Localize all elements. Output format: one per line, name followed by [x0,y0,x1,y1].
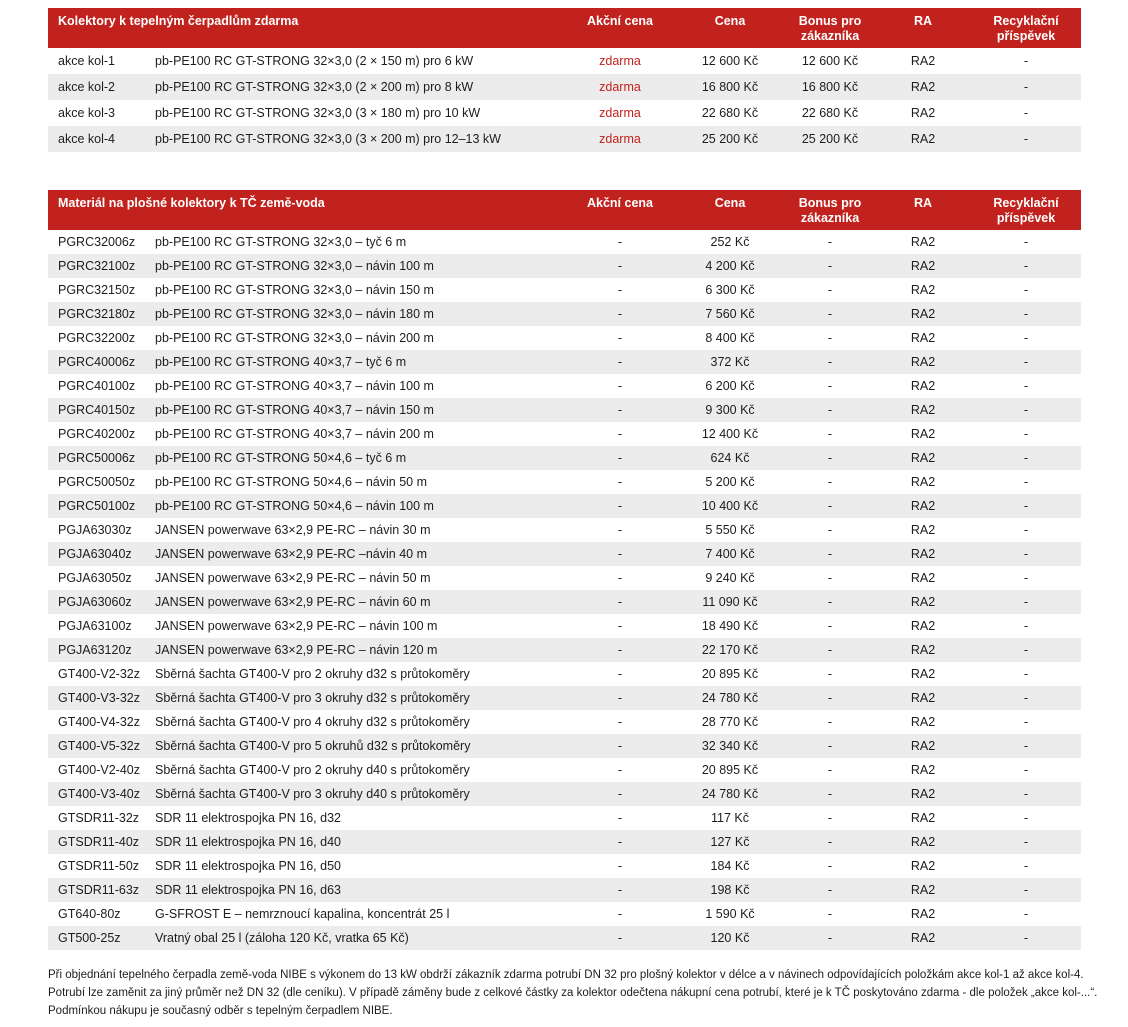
recyklace-value: - [1023,379,1029,393]
product-description: Sběrná šachta GT400-V pro 3 okruhy d32 s průtokoměry [155,691,470,705]
bonus-value: - [827,787,833,801]
table-title: Materiál na plošné kolektory k TČ země-voda [58,196,325,210]
bonus-value: - [827,619,833,633]
cena-value: 11 090 Kč [702,595,758,609]
table-row [48,302,1081,326]
table-row [48,590,1081,614]
recyklace-value: - [1023,835,1029,849]
bonus-value: - [827,835,833,849]
recyklace-value: - [1023,403,1029,417]
table-row [48,350,1081,374]
akcni-cena-value: - [617,355,623,369]
product-description: pb-PE100 RC GT-STRONG 32×3,0 – návin 150 m [155,283,434,297]
bonus-value: - [827,931,833,945]
cena-value: 12 400 Kč [701,427,759,441]
product-description: pb-PE100 RC GT-STRONG 32×3,0 (2 × 150 m) pro 6 kW [155,54,474,68]
ra-value: RA2 [910,619,936,633]
akcni-cena-value: - [617,931,623,945]
bonus-value: - [827,739,833,753]
table-row [48,446,1081,470]
table-row [48,374,1081,398]
table-row [48,470,1081,494]
table-row [48,854,1081,878]
ra-value: RA2 [910,451,936,465]
product-code: PGRC50100z [58,499,136,513]
product-code: akce kol-3 [58,106,115,120]
ra-value: RA2 [910,907,936,921]
akcni-cena-value: - [617,691,623,705]
table-row [48,542,1081,566]
product-code: GTSDR11-50z [58,859,140,873]
product-code: GT400-V2-32z [58,667,140,681]
cena-value: 624 Kč [710,451,750,465]
recyklace-value: - [1023,355,1029,369]
cena-value: 9 240 Kč [705,571,755,585]
product-code: akce kol-2 [58,80,115,94]
cena-value: 120 Kč [710,931,750,945]
product-code: PGRC32150z [58,283,136,297]
column-header-bonus: Bonus pro zákazníka [798,196,862,225]
bonus-value: - [827,475,833,489]
recyklace-value: - [1023,106,1029,120]
bonus-value: - [827,427,833,441]
bonus-value: - [827,595,833,609]
recyklace-value: - [1023,643,1029,657]
product-description: JANSEN powerwave 63×2,9 PE-RC – návin 30 m [155,523,431,537]
product-description: Sběrná šachta GT400-V pro 4 okruhy d32 s průtokoměry [155,715,470,729]
ra-value: RA2 [910,132,936,146]
table-header [48,190,1081,230]
column-header-cena: Cena [714,14,746,28]
table-row [48,74,1081,100]
bonus-value: - [827,331,833,345]
akcni-cena-value: zdarma [599,80,641,94]
product-code: GT400-V2-40z [58,763,140,777]
cena-value: 24 780 Kč [701,787,759,801]
cena-value: 22 170 Kč [701,643,759,657]
bonus-value: - [827,907,833,921]
ra-value: RA2 [910,931,936,945]
bonus-value: - [827,307,833,321]
product-code: akce kol-4 [58,132,115,146]
product-description: SDR 11 elektrospojka PN 16, d50 [155,859,341,873]
product-code: PGRC32100z [58,259,136,273]
product-code: GT400-V4-32z [58,715,140,729]
recyklace-value: - [1023,667,1029,681]
product-code: GT640-80z [58,907,121,921]
recyklace-value: - [1023,523,1029,537]
column-header-akcni-cena: Akční cena [586,196,653,210]
bonus-value: - [827,547,833,561]
table-row [48,566,1081,590]
cena-value: 20 895 Kč [701,763,759,777]
product-description: JANSEN powerwave 63×2,9 PE-RC – návin 60 m [155,595,431,609]
cena-value: 117 Kč [711,811,749,825]
recyklace-value: - [1023,691,1029,705]
product-description: pb-PE100 RC GT-STRONG 50×4,6 – návin 100 m [155,499,434,513]
bonus-value: - [827,259,833,273]
product-description: pb-PE100 RC GT-STRONG 32×3,0 – návin 200 m [155,331,434,345]
product-description: pb-PE100 RC GT-STRONG 32×3,0 – návin 180 m [155,307,434,321]
table-row [48,278,1081,302]
table-title: Kolektory k tepelným čerpadlům zdarma [58,14,299,28]
recyklace-value: - [1023,787,1029,801]
product-description: JANSEN powerwave 63×2,9 PE-RC –návin 40 m [155,547,428,561]
ra-value: RA2 [910,667,936,681]
recyklace-value: - [1023,451,1029,465]
ra-value: RA2 [910,643,936,657]
ra-value: RA2 [910,80,936,94]
ra-value: RA2 [910,595,936,609]
table-row [48,494,1081,518]
product-description: Sběrná šachta GT400-V pro 3 okruhy d40 s průtokoměry [155,787,470,801]
table-body [48,230,1081,950]
product-description: SDR 11 elektrospojka PN 16, d40 [155,835,341,849]
product-code: PGJA63120z [58,643,132,657]
recyklace-value: - [1023,739,1029,753]
cena-value: 127 Kč [710,835,750,849]
ra-value: RA2 [910,787,936,801]
cena-value: 7 560 Kč [705,307,755,321]
bonus-value: - [827,235,833,249]
product-description: pb-PE100 RC GT-STRONG 32×3,0 – tyč 6 m [155,235,407,249]
recyklace-value: - [1023,499,1029,513]
cena-value: 18 490 Kč [701,619,759,633]
ra-value: RA2 [910,523,936,537]
product-description: pb-PE100 RC GT-STRONG 32×3,0 (2 × 200 m) pro 8 kW [155,80,474,94]
bonus-value: - [827,403,833,417]
product-code: GTSDR11-40z [58,835,140,849]
table-row [48,830,1081,854]
product-description: JANSEN powerwave 63×2,9 PE-RC – návin 100 m [155,619,438,633]
footnote-line-1: Při objednání tepelného čerpadla země-voda NIBE s výkonem do 13 kW obdrží zákazník zdarma potrubí DN 32 pro plošný kolektor v délce a v návinech odpovídajících položkám akce kol-1 až akce kol-4. [48,969,1084,981]
ra-value: RA2 [910,763,936,777]
product-description: G-SFROST E – nemrznoucí kapalina, koncentrát 25 l [155,907,450,921]
table-row [48,878,1081,902]
ra-value: RA2 [910,355,936,369]
table-row [48,326,1081,350]
product-description: Sběrná šachta GT400-V pro 5 okruhů d32 s průtokoměry [155,739,471,753]
cena-value: 198 Kč [710,883,750,897]
product-description: pb-PE100 RC GT-STRONG 32×3,0 (3 × 200 m) pro 12–13 kW [155,132,501,146]
bonus-value: 16 800 Kč [801,80,859,94]
recyklace-value: - [1023,883,1029,897]
bonus-value: - [827,499,833,513]
recyklace-value: - [1023,80,1029,94]
table-row [48,782,1081,806]
product-description: SDR 11 elektrospojka PN 16, d63 [155,883,341,897]
bonus-value: - [827,523,833,537]
product-code: PGRC32200z [58,331,136,345]
ra-value: RA2 [910,859,936,873]
bonus-value: - [827,379,833,393]
column-header-recyklacni: Recyklační příspěvek [993,196,1059,225]
table-row [48,48,1081,74]
cena-value: 32 340 Kč [701,739,759,753]
product-code: PGJA63060z [58,595,132,609]
table-row [48,230,1081,254]
ra-value: RA2 [910,715,936,729]
recyklace-value: - [1023,307,1029,321]
product-description: Vratný obal 25 l (záloha 120 Kč, vratka 65 Kč) [155,931,409,945]
table-row [48,422,1081,446]
product-description: Sběrná šachta GT400-V pro 2 okruhy d32 s průtokoměry [155,667,470,681]
table-row [48,126,1081,152]
bonus-value: - [827,283,833,297]
table-row [48,100,1081,126]
cena-value: 25 200 Kč [701,132,759,146]
ra-value: RA2 [910,739,936,753]
product-code: GTSDR11-63z [58,883,140,897]
product-description: Sběrná šachta GT400-V pro 2 okruhy d40 s průtokoměry [155,763,470,777]
akcni-cena-value: - [617,787,623,801]
ra-value: RA2 [910,547,936,561]
materials-table [48,190,1081,950]
recyklace-value: - [1023,259,1029,273]
recyklace-value: - [1023,595,1029,609]
column-header-akcni-cena: Akční cena [586,14,653,28]
bonus-value: - [827,883,833,897]
product-code: PGJA63050z [58,571,132,585]
table-row [48,710,1081,734]
product-code: PGJA63030z [58,523,132,537]
cena-value: 22 680 Kč [701,106,759,120]
ra-value: RA2 [910,499,936,513]
table-row [48,806,1081,830]
table-row [48,614,1081,638]
column-header-cena: Cena [714,196,746,210]
product-code: PGRC50050z [58,475,136,489]
akcni-cena-value: - [617,811,623,825]
cena-value: 7 400 Kč [705,547,755,561]
ra-value: RA2 [910,379,936,393]
ra-value: RA2 [910,475,936,489]
product-code: PGRC40150z [58,403,136,417]
cena-value: 4 200 Kč [705,259,755,273]
table-row [48,662,1081,686]
product-description: pb-PE100 RC GT-STRONG 40×3,7 – tyč 6 m [155,355,407,369]
cena-value: 1 590 Kč [705,907,755,921]
akcni-cena-value: - [617,835,623,849]
akcni-cena-value: - [617,859,623,873]
recyklace-value: - [1023,763,1029,777]
bonus-value: - [827,571,833,585]
recyklace-value: - [1023,427,1029,441]
product-code: PGJA63100z [58,619,132,633]
akcni-cena-value: - [617,523,623,537]
akcni-cena-value: - [617,403,623,417]
akcni-cena-value: - [617,451,623,465]
recyklace-value: - [1023,331,1029,345]
cena-value: 12 600 Kč [701,54,759,68]
bonus-value: 12 600 Kč [801,54,859,68]
akcni-cena-value: - [617,499,623,513]
table-row [48,254,1081,278]
product-description: pb-PE100 RC GT-STRONG 50×4,6 – tyč 6 m [155,451,407,465]
recyklace-value: - [1023,619,1029,633]
footnote [48,966,1128,1020]
akcni-cena-value: - [617,283,623,297]
product-code: PGRC32006z [58,235,136,249]
akcni-cena-value: - [617,715,623,729]
akcni-cena-value: - [617,763,623,777]
bonus-value: - [827,811,833,825]
recyklace-value: - [1023,475,1029,489]
cena-value: 20 895 Kč [701,667,759,681]
table-row [48,902,1081,926]
akcni-cena-value: - [617,883,623,897]
akcni-cena-value: zdarma [599,54,641,68]
ra-value: RA2 [910,259,936,273]
product-description: JANSEN powerwave 63×2,9 PE-RC – návin 120 m [155,643,438,657]
bonus-value: 22 680 Kč [801,106,859,120]
recyklace-value: - [1023,907,1029,921]
product-description: pb-PE100 RC GT-STRONG 40×3,7 – návin 100 m [155,379,434,393]
cena-value: 5 550 Kč [705,523,755,537]
table-row [48,518,1081,542]
akcni-cena-value: - [617,379,623,393]
ra-value: RA2 [910,883,936,897]
product-description: pb-PE100 RC GT-STRONG 40×3,7 – návin 150 m [155,403,434,417]
ra-value: RA2 [910,691,936,705]
product-code: PGRC32180z [58,307,136,321]
product-code: akce kol-1 [58,54,115,68]
ra-value: RA2 [910,307,936,321]
table-body [48,48,1081,152]
akcni-cena-value: - [617,547,623,561]
product-code: PGRC40200z [58,427,136,441]
akcni-cena-value: - [617,619,623,633]
bonus-value: - [827,691,833,705]
product-description: pb-PE100 RC GT-STRONG 50×4,6 – návin 50 m [155,475,427,489]
bonus-value: - [827,715,833,729]
product-code: GTSDR11-32z [58,811,140,825]
cena-value: 28 770 Kč [701,715,759,729]
akcni-cena-value: - [617,595,623,609]
akcni-cena-value: zdarma [599,132,641,146]
cena-value: 5 200 Kč [705,475,755,489]
cena-value: 8 400 Kč [705,331,755,345]
ra-value: RA2 [910,403,936,417]
bonus-value: - [827,643,833,657]
product-code: PGJA63040z [58,547,132,561]
product-description: JANSEN powerwave 63×2,9 PE-RC – návin 50 m [155,571,431,585]
column-header-recyklacni: Recyklační příspěvek [993,14,1059,43]
akcni-cena-value: - [617,475,623,489]
product-code: GT400-V3-40z [58,787,140,801]
recyklace-value: - [1023,132,1029,146]
akcni-cena-value: - [617,331,623,345]
bonus-value: - [827,859,833,873]
akcni-cena-value: - [617,571,623,585]
bonus-value: 25 200 Kč [801,132,859,146]
product-description: pb-PE100 RC GT-STRONG 32×3,0 – návin 100 m [155,259,434,273]
recyklace-value: - [1023,283,1029,297]
table-row [48,734,1081,758]
product-code: PGRC50006z [58,451,136,465]
cena-value: 16 800 Kč [701,80,759,94]
akcni-cena-value: zdarma [599,106,641,120]
column-header-ra: RA [913,196,933,210]
akcni-cena-value: - [617,667,623,681]
akcni-cena-value: - [617,427,623,441]
akcni-cena-value: - [617,907,623,921]
product-code: GT400-V3-32z [58,691,140,705]
product-description: pb-PE100 RC GT-STRONG 32×3,0 (3 × 180 m) pro 10 kW [155,106,481,120]
recyklace-value: - [1023,859,1029,873]
akcni-cena-value: - [617,259,623,273]
ra-value: RA2 [910,283,936,297]
cena-value: 6 200 Kč [705,379,755,393]
ra-value: RA2 [910,54,936,68]
ra-value: RA2 [910,571,936,585]
akcni-cena-value: - [617,235,623,249]
ra-value: RA2 [910,427,936,441]
table-row [48,758,1081,782]
table-gap [48,152,1128,190]
footnote-line-2: Potrubí lze zaměnit za jiný průměr než DN 32 (dle ceníku). V případě záměny bude z celkové částky za kolektor odečtena nákupní cena potrubí, které je k TČ poskytováno zdarma - dle položek „akce kol-...“. [48,987,1098,999]
footnote-line-3: Podmínkou nákupu je současný odběr s tepelným čerpadlem NIBE. [48,1005,393,1017]
bonus-value: - [827,667,833,681]
ra-value: RA2 [910,106,936,120]
cena-value: 24 780 Kč [701,691,759,705]
cena-value: 252 Kč [710,235,750,249]
recyklace-value: - [1023,715,1029,729]
table-row [48,398,1081,422]
akcni-cena-value: - [617,739,623,753]
promo-collectors-table [48,8,1081,152]
bonus-value: - [827,763,833,777]
cena-value: 184 Kč [710,859,750,873]
recyklace-value: - [1023,571,1029,585]
product-code: GT500-25z [58,931,121,945]
cena-value: 372 Kč [710,355,750,369]
table-row [48,638,1081,662]
recyklace-value: - [1023,54,1029,68]
ra-value: RA2 [910,835,936,849]
cena-value: 10 400 Kč [701,499,759,513]
ra-value: RA2 [910,331,936,345]
table-row [48,926,1081,950]
table-row [48,686,1081,710]
cena-value: 6 300 Kč [705,283,755,297]
product-description: SDR 11 elektrospojka PN 16, d32 [155,811,341,825]
recyklace-value: - [1023,931,1029,945]
ra-value: RA2 [910,235,936,249]
table-header [48,8,1081,48]
product-code: PGRC40100z [58,379,136,393]
recyklace-value: - [1023,547,1029,561]
recyklace-value: - [1023,235,1029,249]
recyklace-value: - [1023,811,1029,825]
column-header-ra: RA [913,14,933,28]
cena-value: 9 300 Kč [705,403,755,417]
bonus-value: - [827,451,833,465]
product-code: GT400-V5-32z [58,739,140,753]
akcni-cena-value: - [617,643,623,657]
akcni-cena-value: - [617,307,623,321]
product-code: PGRC40006z [58,355,136,369]
product-description: pb-PE100 RC GT-STRONG 40×3,7 – návin 200 m [155,427,434,441]
ra-value: RA2 [910,811,936,825]
column-header-bonus: Bonus pro zákazníka [798,14,862,43]
bonus-value: - [827,355,833,369]
